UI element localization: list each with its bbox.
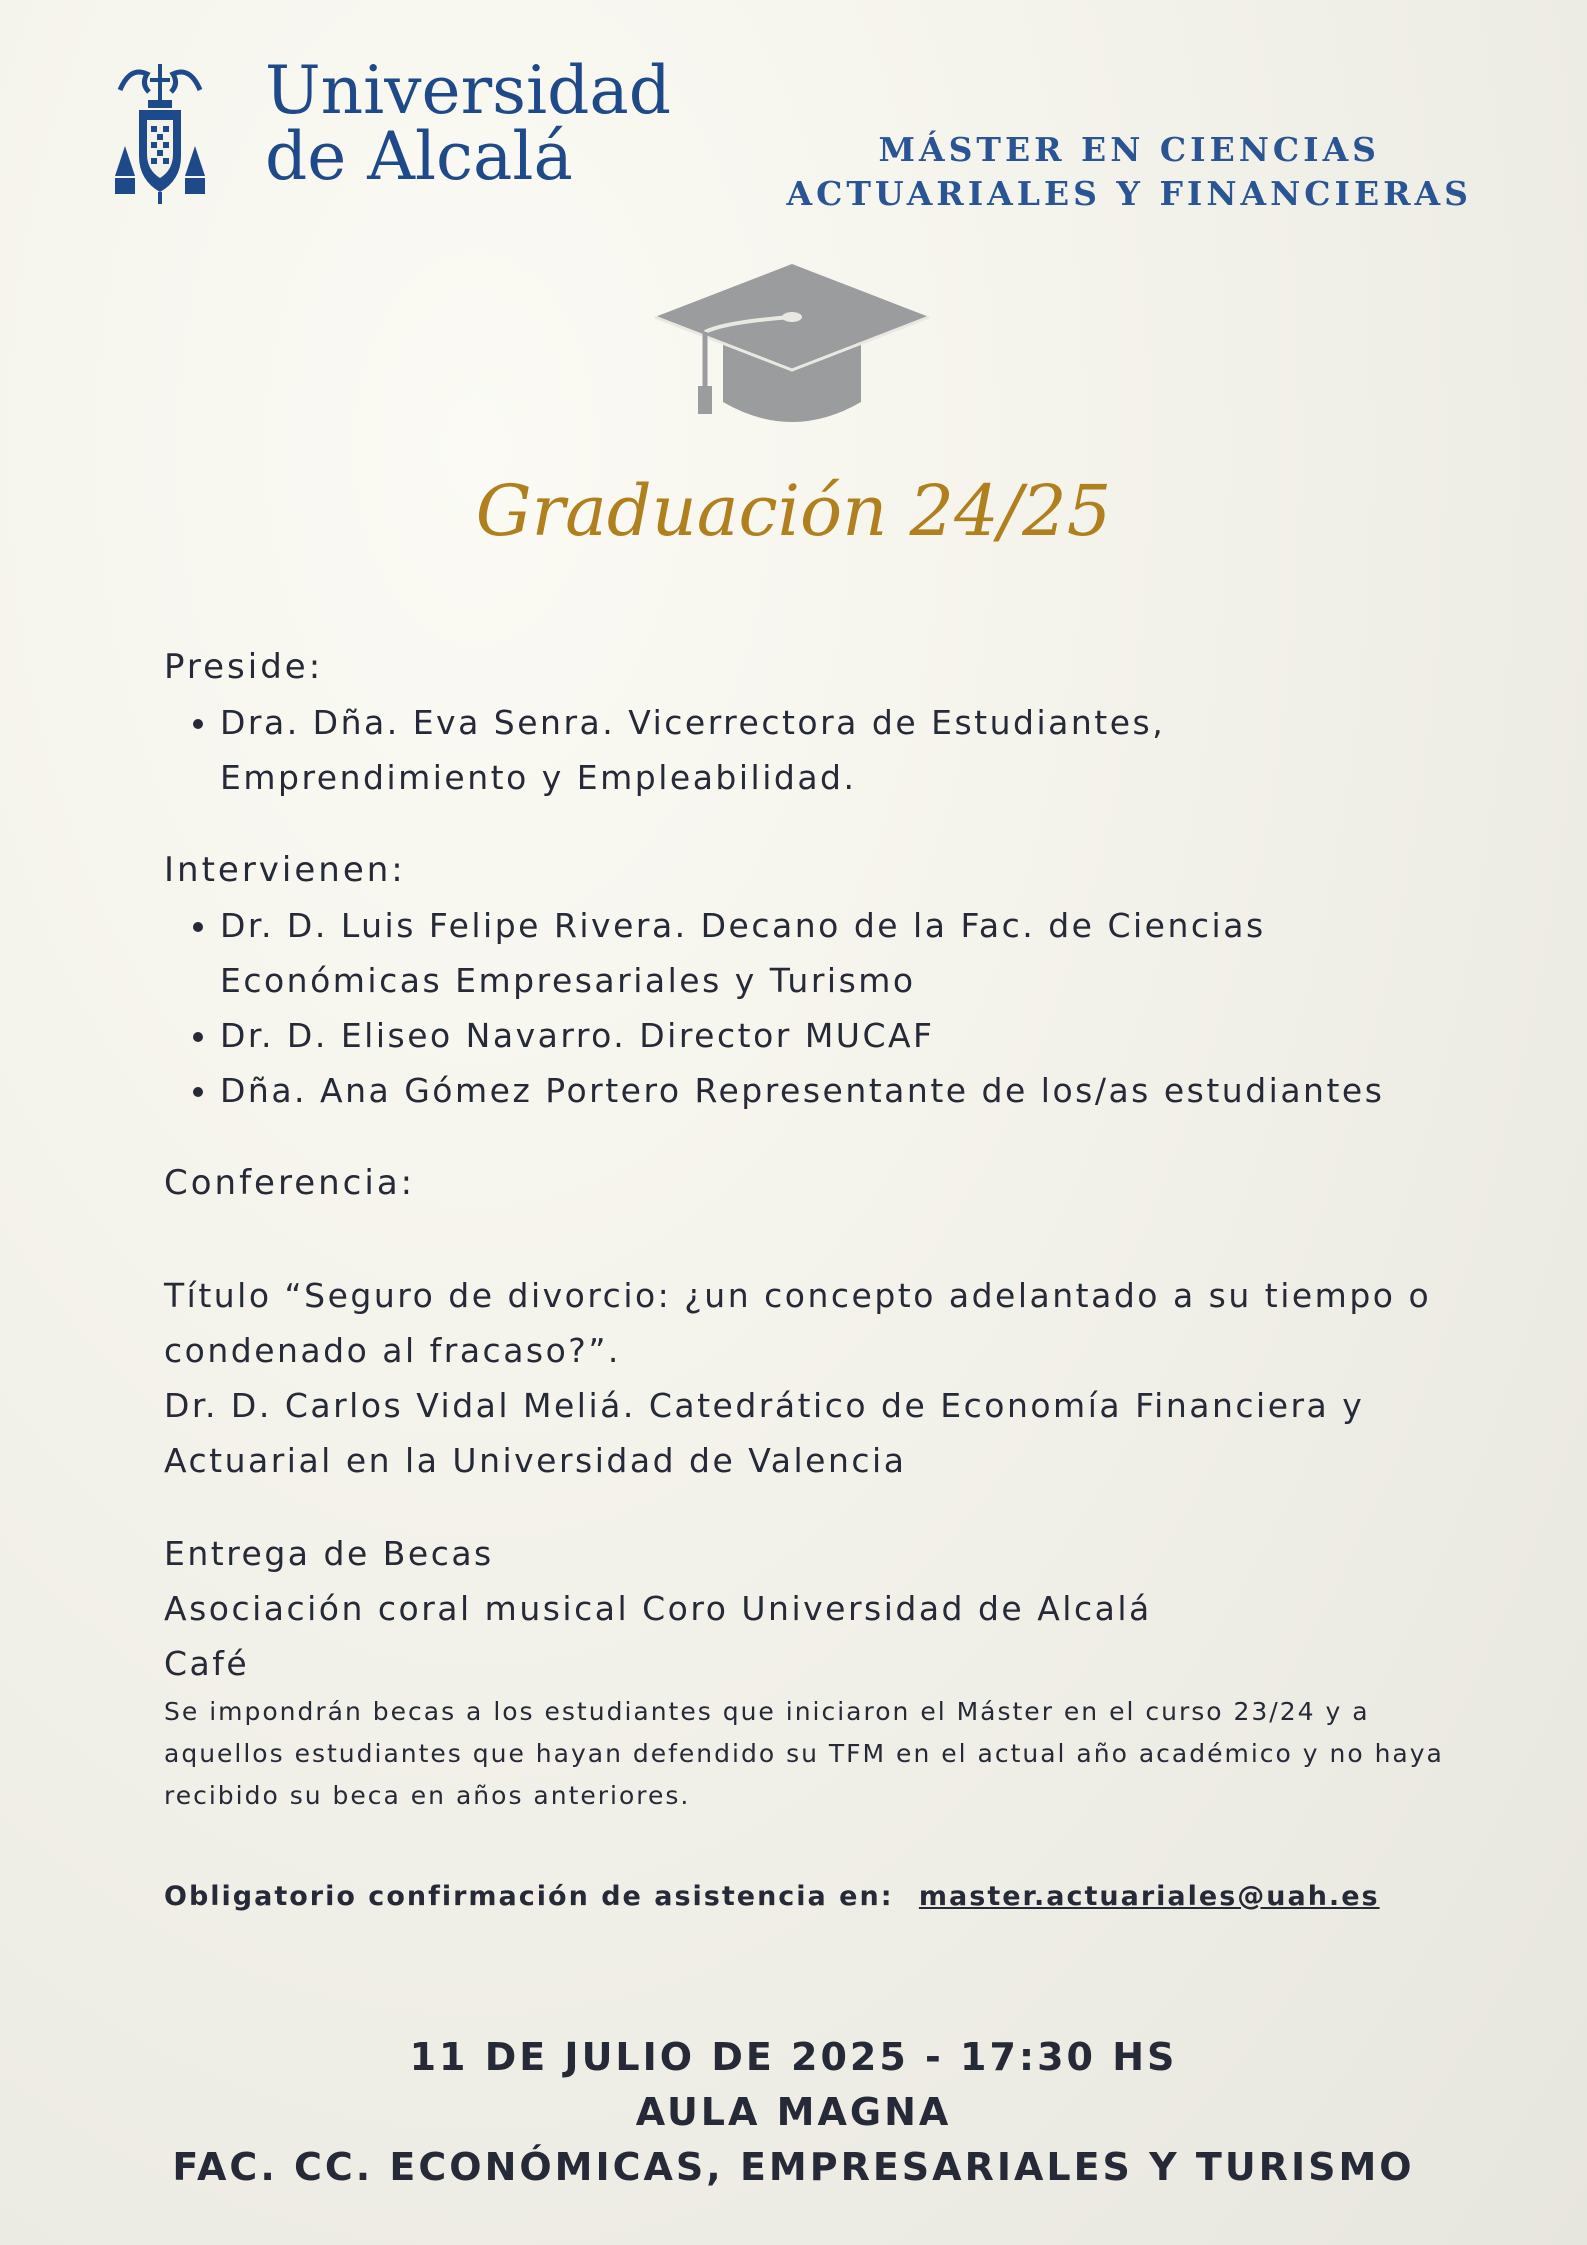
master-title [787,128,1473,216]
intervienen-item: • Dr. D. Eliseo Navarro. Director MUCAF [220,1008,1454,1063]
program-content [164,640,1454,1912]
confirmation-text: Obligatorio confirmación de asistencia en: [164,1881,894,1912]
event-faculty: FAC. CC. ECONÓMICAS, EMPRESARIALES Y TURISMO [172,2145,1415,2189]
intervienen-item: • Dr. D. Luis Felipe Rivera. Decano de la Fac. de Ciencias Económicas Empresariales y Turismo [220,898,1454,1008]
confirmation-email-link[interactable]: master.actuariales@uah.es [918,1881,1380,1912]
intervienen-item: • Dña. Ana Gómez Portero Representante de los/as estudiantes [220,1063,1454,1118]
coro-item: Asociación coral musical Coro Universidad de Alcalá [164,1589,1152,1628]
conferencia-label: Conferencia: [164,1163,416,1203]
event-details [0,2030,1587,2195]
cafe-item: Café [164,1644,250,1683]
conference-title: Título “Seguro de divorcio: ¿un concepto adelantado a su tiempo o condenado al fracaso?”. [164,1276,1432,1370]
university-crest-icon [115,58,205,208]
event-place: AULA MAGNA [635,2090,952,2134]
intervienen-label: Intervienen: [164,850,406,890]
becas-item: Entrega de Becas [164,1534,494,1573]
university-name-line1: Universidad [265,52,671,129]
preside-list [164,695,1454,805]
master-title-line1: MÁSTER EN CIENCIAS [878,130,1381,169]
preside-label: Preside: [164,647,324,687]
graduation-title: Graduación 24/25 [475,470,1112,552]
university-name [265,52,671,195]
graduation-cap-icon [655,262,930,437]
master-title-line2: ACTUARIALES Y FINANCIERAS [786,174,1472,213]
intervienen-list [164,898,1454,1118]
preside-item: • Dra. Dña. Eva Senra. Vicerrectora de Estudiantes, Emprendimiento y Empleabilidad. [220,695,1454,805]
event-date: 11 DE JULIO DE 2025 - 17:30 HS [409,2035,1178,2079]
becas-note: Se impondrán becas a los estudiantes que iniciaron el Máster en el curso 23/24 y a aquellos estudiantes que hayan defendido su TFM en el actual año académico y no haya recibido su beca en años anteriores. [164,1697,1444,1810]
confirmation-line [164,1881,1454,1912]
university-logo [115,52,671,208]
university-name-line2: de Alcalá [265,118,573,195]
conference-speaker: Dr. D. Carlos Vidal Meliá. Catedrático de Economía Financiera y Actuarial en la Universidad de Valencia [164,1386,1365,1480]
